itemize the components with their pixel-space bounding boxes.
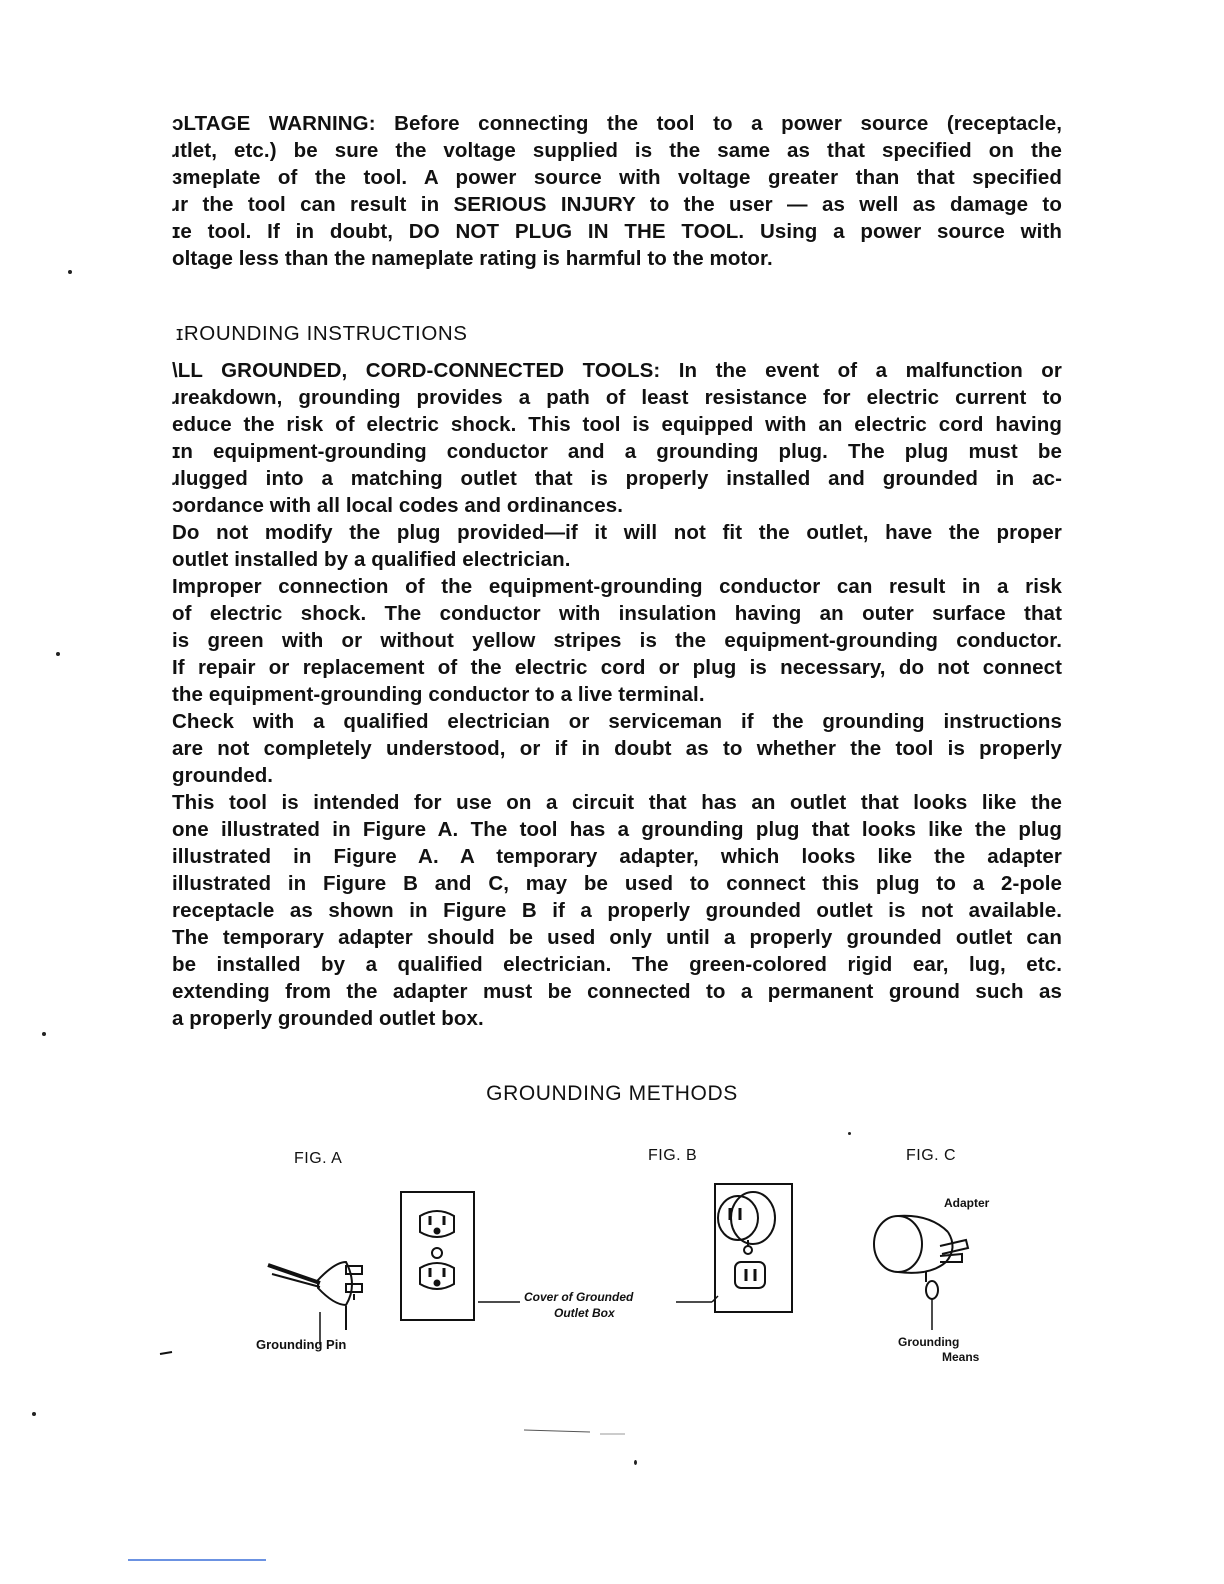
grounding-line: receptacle as shown in Figure B if a properly grounded outlet is not available. bbox=[172, 899, 1062, 922]
grounding-line: \LL GROUNDED, CORD-CONNECTED TOOLS: In the event of a malfunction or bbox=[172, 359, 1062, 382]
grounding-line: Check with a qualified electrician or serviceman if the grounding instructions bbox=[172, 710, 1062, 733]
fig-a-label: FIG. A bbox=[294, 1150, 343, 1167]
voltage-warning-line: ɹr the tool can result in SERIOUS INJURY to the user — as well as damage to bbox=[172, 193, 1062, 216]
two-pole-receptacle-with-adapter-icon bbox=[715, 1184, 792, 1312]
voltage-warning-line: ɪe tool. If in doubt, DO NOT PLUG IN THE TOOL. Using a power source with bbox=[172, 220, 1062, 243]
grounding-line: extending from the adapter must be connected to a permanent ground such as bbox=[172, 980, 1062, 1003]
cover-caption-line1: Cover of Grounded bbox=[524, 1290, 634, 1304]
grounding-line: outlet installed by a qualified electrician. bbox=[172, 548, 571, 571]
grounding-line: illustrated in Figure A. A temporary adapter, which looks like the adapter bbox=[172, 845, 1062, 868]
grounding-line: educe the risk of electric shock. This tool is equipped with an electric cord having bbox=[172, 413, 1062, 436]
adapter-caption: Adapter bbox=[944, 1196, 990, 1210]
grounded-outlet-icon bbox=[401, 1192, 474, 1320]
grounding-line: Improper connection of the equipment-grounding conductor can result in a risk bbox=[172, 575, 1062, 598]
grounding-line: Do not modify the plug provided—if it will not fit the outlet, have the proper bbox=[172, 521, 1062, 544]
grounding-instructions-heading: ɪROUNDING INSTRUCTIONS bbox=[176, 322, 468, 345]
voltage-warning-line: ɜmeplate of the tool. A power source with voltage greater than that specified bbox=[172, 166, 1062, 189]
grounding-line: are not completely understood, or if in doubt as to whether the tool is properly bbox=[172, 737, 1062, 760]
grounding-line: the equipment-grounding conductor to a live terminal. bbox=[172, 683, 705, 706]
scan-speck bbox=[68, 270, 72, 274]
grounding-line: illustrated in Figure B and C, may be used to connect this plug to a 2-pole bbox=[172, 872, 1062, 895]
scan-speck bbox=[848, 1132, 851, 1135]
grounding-plug-icon bbox=[268, 1262, 362, 1345]
grounding-line: If repair or replacement of the electric cord or plug is necessary, do not connect bbox=[172, 656, 1062, 679]
grounding-line: be installed by a qualified electrician. The green-colored rigid ear, lug, etc. bbox=[172, 953, 1062, 976]
fig-b-label: FIG. B bbox=[648, 1147, 698, 1164]
voltage-warning-line: ɹtlet, etc.) be sure the voltage supplied is the same as that specified on the bbox=[172, 139, 1062, 162]
grounding-pin-caption: Grounding Pin bbox=[256, 1337, 347, 1352]
scan-speck bbox=[56, 652, 60, 656]
scan-speck bbox=[634, 1460, 637, 1465]
grounding-line: ɹreakdown, grounding provides a path of least resistance for electric current to bbox=[172, 386, 1062, 409]
grounding-line: of electric shock. The conductor with insulation having an outer surface that bbox=[172, 602, 1062, 625]
grounding-line: one illustrated in Figure A. The tool has a grounding plug that looks like the plug bbox=[172, 818, 1062, 841]
voltage-warning-line: ɔLTAGE WARNING: Before connecting the tool to a power source (receptacle, bbox=[172, 112, 1062, 135]
scan-speck bbox=[42, 1032, 46, 1036]
grounding-line: grounded. bbox=[172, 764, 274, 787]
adapter-icon bbox=[874, 1216, 968, 1330]
grounding-line: ɔordance with all local codes and ordinances. bbox=[172, 494, 624, 517]
grounding-means-caption-line2: Means bbox=[942, 1350, 980, 1364]
grounding-line: This tool is intended for use on a circuit that has an outlet that looks like the bbox=[172, 791, 1062, 814]
grounding-line: is green with or without yellow stripes is the equipment-grounding conductor. bbox=[172, 629, 1062, 652]
scan-speck bbox=[32, 1412, 36, 1416]
grounding-line: ɹlugged into a matching outlet that is properly installed and grounded in ac- bbox=[172, 467, 1062, 490]
grounding-line: The temporary adapter should be used only until a properly grounded outlet can bbox=[172, 926, 1062, 949]
cover-caption-line2: Outlet Box bbox=[554, 1306, 615, 1320]
voltage-warning-line: oltage less than the nameplate rating is harmful to the motor. bbox=[172, 247, 773, 270]
grounding-line: a properly grounded outlet box. bbox=[172, 1007, 484, 1030]
grounding-means-caption-line1: Grounding bbox=[898, 1335, 960, 1349]
grounding-line: ɪn equipment-grounding conductor and a grounding plug. The plug must be bbox=[172, 440, 1062, 463]
fig-c-label: FIG. C bbox=[906, 1147, 957, 1164]
grounding-methods-title: GROUNDING METHODS bbox=[486, 1082, 738, 1105]
